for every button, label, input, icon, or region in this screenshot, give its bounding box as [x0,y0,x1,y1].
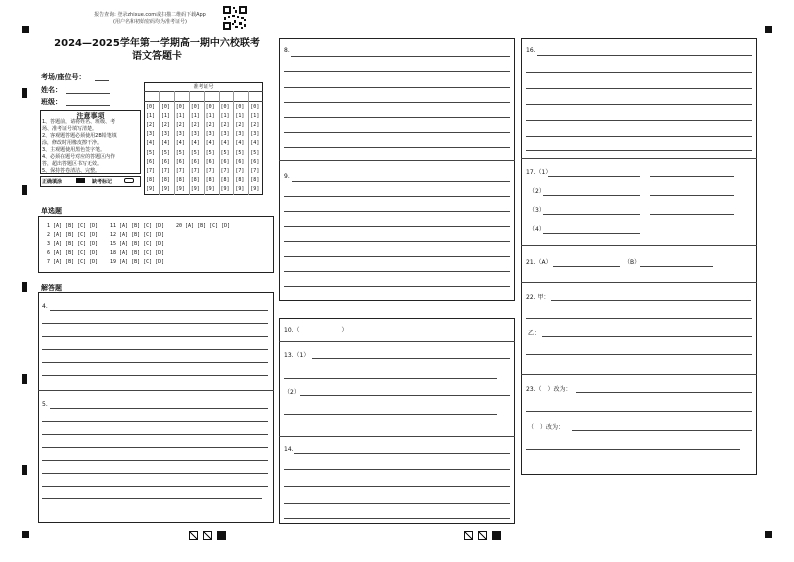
exam-id-bubble[interactable]: [6] [175,158,185,165]
exam-id-label: 准考证号 [193,84,214,90]
timing-mark [22,282,27,292]
grid-divider [204,91,205,195]
q8-number: 8. [284,47,290,54]
exam-id-bubble[interactable]: [1] [160,113,170,120]
q17-4-number: （4） [529,226,545,233]
page-mark [478,531,487,540]
q22-a-label: 22. 甲： [526,294,550,301]
answer-line[interactable] [284,71,510,72]
q17-1-number: 17.（1） [526,169,552,176]
answer-line[interactable] [542,336,752,337]
divider [279,160,515,161]
notice-line: 2、客观题答题必须使用2B铅笔填 [42,133,117,139]
exam-id-bubble[interactable]: [6] [220,158,230,165]
exam-id-bubble[interactable]: [4] [250,140,260,147]
answer-line[interactable] [284,226,510,227]
timing-mark [22,374,27,384]
exam-id-bubble[interactable]: [1] [235,113,245,120]
notice-line: 答，超出答题区书写无效。 [42,161,103,167]
answer-line[interactable] [537,55,752,56]
divider [38,390,274,391]
exam-id-bubble[interactable]: [8] [205,176,215,183]
q10-q14-box [279,318,515,524]
answer-line[interactable] [312,358,510,359]
answer-line[interactable] [553,266,620,267]
timing-mark [22,465,27,475]
exam-id-bubble[interactable]: [5] [146,149,156,156]
exam-id-bubble[interactable]: [2] [175,122,185,129]
answer-line[interactable] [42,486,268,487]
grid-divider [189,91,190,195]
exam-id-bubble[interactable]: [9] [146,185,156,192]
exam-id-bubble[interactable]: [5] [190,149,200,156]
q4-number: 4. [42,303,48,310]
exam-id-bubble[interactable]: [9] [220,185,230,192]
exam-id-bubble[interactable]: [3] [146,131,156,138]
answer-line[interactable] [42,460,268,461]
missing-label: 缺考标记 [92,179,113,185]
answer-line[interactable] [576,392,752,393]
mc-item[interactable]: 12 [A] [B] [C] [D] [110,232,165,238]
answer-line[interactable] [284,196,510,197]
exam-id-bubble[interactable]: [0] [205,104,215,110]
exam-id-bubble[interactable]: [4] [235,140,245,147]
divider [521,245,757,246]
notice-line: 涂，修改时用橡皮擦干净。 [42,140,103,146]
exam-id-bubble[interactable]: [0] [175,104,185,110]
exam-id-bubble[interactable]: [2] [205,122,215,129]
exam-id-bubble[interactable]: [2] [220,122,230,129]
registration-mark [765,26,772,33]
exam-id-bubble[interactable]: [9] [250,185,260,192]
exam-id-bubble[interactable]: [3] [205,131,215,138]
exam-id-bubble[interactable]: [1] [250,113,260,120]
exam-id-bubble[interactable]: [2] [160,122,170,129]
exam-id-bubble[interactable]: [6] [190,158,200,165]
q17-2-number: （2） [529,188,545,195]
exam-id-bubble[interactable]: [7] [250,167,260,174]
answer-line[interactable] [543,195,640,196]
divider [279,436,515,437]
page-mark [492,531,501,540]
answer-line[interactable] [42,349,268,350]
notice-title: 注意事项 [76,112,105,120]
answer-line[interactable] [42,421,268,422]
exam-id-bubble[interactable]: [4] [205,140,215,147]
answer-line[interactable] [284,211,510,212]
q14-number: 14. [284,446,294,453]
answer-line[interactable] [572,430,752,431]
answer-line[interactable] [526,354,752,355]
exam-id-bubble[interactable]: [3] [235,131,245,138]
exam-id-bubble[interactable]: [4] [175,140,185,147]
grid-divider [159,91,160,195]
answer-line[interactable] [42,375,268,376]
timing-mark [22,185,27,195]
mc-section-title: 单选题 [41,207,62,215]
answer-line[interactable] [42,447,268,448]
divider [521,374,757,375]
exam-id-bubble[interactable]: [0] [190,104,200,110]
name-label: 姓名： [41,86,62,94]
answer-line[interactable] [526,136,752,137]
exam-id-bubble[interactable]: [5] [160,149,170,156]
mc-item[interactable]: 15 [A] [B] [C] [D] [110,241,165,247]
exam-id-bubble[interactable]: [3] [160,131,170,138]
grid-divider [219,91,220,195]
report-query-text: 报告查询: 登录zhixue.com或扫描二维码下载App [94,12,206,18]
exam-id-bubble[interactable]: [8] [250,176,260,183]
divider [521,282,757,283]
exam-id-bubble[interactable]: [3] [190,131,200,138]
exam-id-bubble[interactable]: [6] [205,158,215,165]
answer-line[interactable] [526,104,752,105]
exam-id-bubble[interactable]: [3] [175,131,185,138]
exam-id-bubble[interactable]: [9] [175,185,185,192]
answer-line[interactable] [284,256,510,257]
answer-line[interactable] [284,414,497,415]
mc-item[interactable]: 7 [A] [B] [C] [D] [47,259,99,265]
answer-line[interactable] [284,286,510,287]
exam-id-bubble[interactable]: [6] [250,158,260,165]
exam-id-bubble[interactable]: [0] [220,104,230,110]
exam-id-bubble[interactable]: [5] [175,149,185,156]
page-mark [217,531,226,540]
notice-lines [42,119,140,175]
exam-id-bubble[interactable]: [8] [175,176,185,183]
exam-id-bubble[interactable]: [8] [160,176,170,183]
q21-b-label: （B） [624,259,641,266]
exam-id-bubble[interactable]: [6] [235,158,245,165]
grid-divider [248,91,249,195]
exam-id-bubble[interactable]: [6] [160,158,170,165]
exam-id-bubble[interactable]: [7] [235,167,245,174]
class-label: 班级： [41,98,62,106]
exam-id-bubble[interactable]: [6] [146,158,156,165]
answer-line[interactable] [294,453,510,454]
answer-line[interactable] [300,395,510,396]
answer-line[interactable] [526,411,752,412]
registration-mark [22,26,29,33]
page-mark [189,531,198,540]
exam-id-bubble[interactable]: [2] [250,122,260,129]
notice-line: 1、答题前，请将姓名、班级、考 [42,119,116,125]
q10-number[interactable]: 10.（ ） [284,327,348,334]
grid-divider [233,91,234,195]
exam-id-bubble[interactable]: [0] [146,104,156,110]
exam-id-bubble[interactable]: [4] [146,140,156,147]
page-mark [464,531,473,540]
exam-title: 2024—2025学年第一学期高一期中六校联考 [54,38,260,49]
sheet-title: 语文答题卡 [132,51,182,62]
answer-line[interactable] [526,88,752,89]
answer-line[interactable] [650,176,734,177]
answer-line[interactable] [284,378,497,379]
exam-id-bubble[interactable]: [1] [205,113,215,120]
answer-line[interactable] [284,518,510,519]
q5-number: 5. [42,401,48,408]
answer-section-title: 解答题 [41,284,62,292]
q8-q9-box [279,38,515,301]
exam-id-bubble[interactable]: [9] [160,185,170,192]
exam-id-bubble[interactable]: [1] [175,113,185,120]
notice-line: 3、主观题使用黑色签字笔。 [42,147,106,153]
answer-line[interactable] [42,336,268,337]
answer-line[interactable] [650,195,734,196]
exam-id-bubble[interactable]: [7] [190,167,200,174]
answer-line[interactable] [526,120,752,121]
answer-line[interactable] [640,266,713,267]
q21-a-label: 21.（A） [526,259,552,266]
answer-line[interactable] [284,102,510,103]
answer-line[interactable] [284,132,510,133]
q22-b-label: 乙： [528,330,541,337]
exam-id-bubble[interactable]: [5] [235,149,245,156]
answer-line[interactable] [543,214,640,215]
class-field[interactable] [66,105,110,106]
q13-1-number: 13.（1） [284,352,310,359]
q23-2-label: （ ）改为： [528,424,565,431]
missing-mark-box[interactable] [124,178,134,183]
answer-line[interactable] [284,241,510,242]
exam-id-bubble[interactable]: [1] [220,113,230,120]
exam-id-bubble[interactable]: [1] [146,113,156,120]
room-seat-field[interactable] [95,80,109,81]
q9-number: 9. [284,173,290,180]
answer-line[interactable] [284,271,510,272]
answer-line[interactable] [526,150,752,151]
correct-fill-sample [76,178,85,183]
answer-line[interactable] [42,362,268,363]
q23-1-label: 23.（ ）改为： [526,386,572,393]
exam-id-bubble[interactable]: [9] [205,185,215,192]
qr-code-icon [222,5,248,31]
exam-id-bubble[interactable]: [7] [220,167,230,174]
answer-line[interactable] [284,117,510,118]
exam-id-bubble[interactable]: [7] [146,167,156,174]
answer-line[interactable] [284,469,510,470]
room-seat-label: 考场/座位号： [41,73,86,81]
notice-line: 5、保持答卷清洁、完整。 [42,168,101,174]
answer-line[interactable] [42,498,262,499]
exam-id-bubble[interactable]: [8] [146,176,156,183]
mc-item[interactable]: 1 [A] [B] [C] [D] [47,223,99,229]
exam-id-bubble[interactable]: [4] [190,140,200,147]
exam-id-bubble[interactable]: [2] [146,122,156,129]
exam-id-bubble[interactable]: [0] [235,104,245,110]
answer-line[interactable] [284,486,510,487]
exam-id-bubble[interactable]: [1] [190,113,200,120]
exam-id-bubble[interactable]: [4] [160,140,170,147]
mc-item[interactable]: 19 [A] [B] [C] [D] [110,259,165,265]
divider [279,341,515,342]
timing-mark [22,88,27,98]
exam-id-bubble[interactable]: [3] [220,131,230,138]
answer-line[interactable] [526,318,752,319]
q13-2-number: （2） [284,389,300,396]
grid-divider [174,91,175,195]
exam-id-bubble[interactable]: [5] [250,149,260,156]
exam-id-bubble[interactable]: [3] [250,131,260,138]
exam-id-bubble[interactable]: [5] [220,149,230,156]
exam-id-bubble[interactable]: [8] [235,176,245,183]
answer-line[interactable] [42,434,268,435]
answer-line[interactable] [650,214,734,215]
answer-line[interactable] [284,503,510,504]
answer-line[interactable] [548,176,640,177]
answer-line[interactable] [50,408,268,409]
mc-item[interactable]: 11 [A] [B] [C] [D] [110,223,165,229]
notice-line: 场、准考证号填写清楚。 [42,126,98,132]
exam-id-bubble[interactable]: [0] [160,104,170,110]
exam-id-bubble[interactable]: [8] [190,176,200,183]
mc-item[interactable]: 6 [A] [B] [C] [D] [47,250,99,256]
answer-line[interactable] [50,310,268,311]
exam-id-bubble[interactable]: [4] [220,140,230,147]
divider [521,158,757,159]
answer-line[interactable] [42,323,268,324]
answer-line[interactable] [526,449,740,450]
mc-item[interactable]: 20 [A] [B] [C] [D] [176,223,231,229]
correct-fill-label: 正确填涂 [42,179,63,185]
exam-id-bubble[interactable]: [7] [160,167,170,174]
registration-mark [765,531,772,538]
exam-id-bubble[interactable]: [7] [175,167,185,174]
exam-id-bubble[interactable]: [7] [205,167,215,174]
answer-line[interactable] [543,233,640,234]
answer-line[interactable] [42,473,268,474]
registration-mark [22,531,29,538]
answer-line[interactable] [291,56,510,57]
exam-id-bubble[interactable]: [2] [235,122,245,129]
q16-number: 16. [526,47,536,54]
name-field[interactable] [66,93,110,94]
mc-item[interactable]: 2 [A] [B] [C] [D] [47,232,99,238]
login-hint-text: (用户名和初始密码均为准考证号) [113,19,187,25]
answer-line[interactable] [292,181,510,182]
answer-line[interactable] [526,72,752,73]
notice-line: 4、必须在题号对应的答题区内作 [42,154,116,160]
answer-line[interactable] [551,300,751,301]
q17-3-number: （3） [529,207,545,214]
exam-id-bubble[interactable]: [9] [235,185,245,192]
exam-id-bubble[interactable]: [9] [190,185,200,192]
answer-line[interactable] [284,147,510,148]
page-mark [203,531,212,540]
exam-id-bubble[interactable]: [8] [220,176,230,183]
mc-item[interactable]: 18 [A] [B] [C] [D] [110,250,165,256]
exam-id-bubble[interactable]: [0] [250,104,260,110]
exam-id-bubble[interactable]: [5] [205,149,215,156]
exam-id-bubble[interactable]: [2] [190,122,200,129]
mc-item[interactable]: 3 [A] [B] [C] [D] [47,241,99,247]
answer-line[interactable] [284,87,510,88]
